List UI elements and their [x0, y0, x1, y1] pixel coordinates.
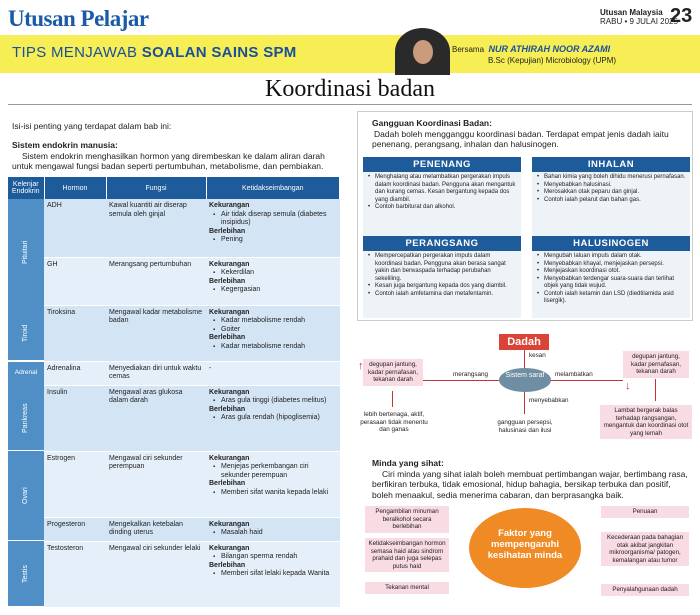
minda-section [372, 458, 690, 500]
berlebihan-label: Berlebihan [209, 277, 246, 285]
list-item: • Menyebabkan halusinasi. [536, 182, 686, 190]
gangguan-text: Dadah boleh mengganggu koordinasi badan. Terdapat empat jenis dadah iaitu penenang, perangsang, inhalan dan halusinogen. [372, 128, 669, 149]
minda-heading: Minda yang sihat: [372, 458, 444, 468]
dadah-diagram [357, 331, 693, 459]
bersama-label: Bersama [452, 45, 485, 54]
kekurangan-label: Kekurangan [209, 388, 250, 396]
factor-box: Penuaan [601, 506, 689, 518]
halusinogen-box [532, 236, 690, 318]
list-item: • Contoh ialah ketamin dan LSD (diedtilamida asid lisergik). [536, 291, 686, 306]
hormon-cell: Estrogen [44, 451, 106, 517]
halusinogen-title: HALUSINOGEN [532, 236, 690, 251]
faktor-center: Faktor yang mempengaruhi kesihatan minda [469, 508, 581, 588]
hormon-cell: ADH [44, 199, 106, 257]
intro-text: Isi-isi penting yang terdapat dalam bab ini: [12, 121, 172, 131]
lebih-item: ▪ Memberi sifat lelaki kepada Wanita [209, 570, 337, 579]
title-divider [8, 104, 692, 105]
kurang-item: ▪ Bilangan sperma rendah [209, 553, 337, 562]
author-name: NUR ATHIRAH NOOR AZAMI [488, 44, 611, 54]
ket-cell [206, 199, 340, 257]
hormon-cell: Testosteron [44, 541, 106, 607]
berlebihan-label: Berlebihan [209, 480, 246, 487]
ket-cell [206, 517, 340, 541]
ket-cell [206, 257, 340, 305]
table-row [8, 305, 340, 361]
lebih-item: ▪ Kegergasian [209, 286, 337, 295]
connector [524, 350, 525, 368]
hormon-cell: Insulin [44, 385, 106, 451]
menyebabkan-label: menyebabkan [529, 397, 569, 404]
group-adrenal: Adrenal [8, 361, 44, 385]
minda-diagram [357, 500, 693, 605]
list-item: • Mempercepatkan pergerakan impuls dalam koordinasi badan. Pengguna akan berasa sangat yakin dan berwaspada terhadap perubahan sekeliling. [367, 253, 517, 283]
list-item: • Contoh ialah pelarut dan bahan gas. [536, 197, 686, 205]
berlebihan-label: Berlebihan [209, 227, 246, 235]
inhalan-body [532, 172, 690, 204]
table-row [8, 517, 340, 541]
page-number: 23 [670, 5, 693, 27]
fungsi-cell: Menyediakan diri untuk waktu cemas [106, 361, 206, 385]
kurang-item: ▪ Aras gula tinggi (diabetes melitus) [209, 397, 337, 406]
perangsang-box [363, 236, 521, 318]
left-top-box: degupan jantung, kadar pernafasan, tekanan darah [363, 359, 423, 386]
factor-box: Pengambilan minuman beralkohol secara berlebihan [365, 506, 449, 533]
author-photo [395, 28, 450, 75]
ket-cell [206, 385, 340, 451]
tips-title [12, 44, 297, 61]
group-tiroid: Tiroid [8, 305, 44, 361]
factor-box: Penyalahgunaan dadah [601, 584, 689, 596]
factor-box: Kecederaan pada bahagian otak akibat jangkitan mikroorganisma/ patogen, kemalangan atau tumor [601, 532, 689, 566]
hormon-cell: Tiroksina [44, 305, 106, 361]
kekurangan-label: Kekurangan [209, 260, 250, 268]
merangsang-label: merangsang [453, 371, 489, 378]
hormon-cell: Progesteron [44, 517, 106, 541]
sistem-text: Sistem endokrin menghasilkan hormon yang dirembeskan ke dalam aliran darah untuk mengawal fungsi badan seperti pertumbuhan, metabolisme, dan pembiakan. [12, 150, 325, 171]
list-item: • Merosakkan otak peparu dan ginjal. [536, 189, 686, 197]
author-byline [452, 44, 616, 66]
inhalan-title: INHALAN [532, 157, 690, 172]
melambatkan-label: melambatkan [555, 371, 593, 378]
ket-cell [206, 451, 340, 517]
author-face [413, 40, 433, 64]
penenang-title: PENENANG [363, 157, 521, 172]
table-row [8, 451, 340, 517]
gangguan-heading: Gangguan Koordinasi Badan: [372, 118, 492, 128]
list-item: • Menghalang atau melambatkan pergerakan impuls dalam koordinasi badan. Pengguna akan mengantuk dan kurang cemas. Kesan bergantung kepada dos yang diambil. [367, 174, 517, 204]
group-pituitari: Pituitari [8, 199, 44, 305]
ket-cell [206, 305, 340, 361]
connector [524, 392, 525, 414]
arrow-up-icon: ↑ [358, 360, 364, 372]
author-qualification: B.Sc (Kepujian) Microbiology (UPM) [488, 56, 617, 65]
minda-text: Ciri minda yang sihat ialah boleh membuat pertimbangan wajar, bertimbang rasa, berfikiran terbuka, tidak emosional, hidup bahagia, bersikap terbuka dan positif, boleh menaakul, sedia menerima cabaran, dan berprasangka baik. [372, 468, 688, 500]
connector [551, 380, 623, 381]
sistem-heading: Sistem endokrin manusia: [12, 140, 118, 150]
list-item: • Bahan kimia yang boleh dihidu menerusi pernafasan. [536, 174, 686, 182]
berlebihan-label: Berlebihan [209, 334, 246, 341]
fungsi-cell: Mengawal ciri sekunder perempuan [106, 451, 206, 517]
lebih-item: ▪ Pening [209, 236, 337, 245]
table-row [8, 199, 340, 257]
kekurangan-label: Kekurangan [209, 454, 250, 462]
connector [655, 379, 656, 401]
fungsi-cell: Merangsang pertumbuhan [106, 257, 206, 305]
perangsang-body [363, 251, 521, 298]
lebih-item: ▪ Aras gula rendah (hipoglisemia) [209, 414, 337, 423]
berlebihan-label: Berlebihan [209, 561, 246, 569]
kurang-item: ▪ Goiter [209, 326, 337, 335]
factor-box: Ketidakseimbangan hormon semasa haid atau sindrom prahaid dan juga selepas putus haid [365, 538, 449, 572]
hormon-cell: Adrenalina [44, 361, 106, 385]
mid-bottom-text: gangguan persepsi, halusinasi dan ilusi [497, 419, 553, 434]
penenang-box [363, 157, 521, 239]
list-item: • Mengubah laluan impuls dalam otak. [536, 253, 686, 261]
kurang-item: ▪ Masalah haid [209, 529, 337, 538]
list-item: • Contoh barbiturat dan alkohol. [367, 204, 517, 212]
right-bottom-box: Lambat bergerak balas terhadap rangsangan, mengantuk dan koordinasi otot yang lemah [600, 405, 692, 439]
kurang-item: ▪ Kekerdilan [209, 269, 337, 278]
list-item: • Menyebabkan terdengar suara-suara dan terlihat objek yang tidak wujud. [536, 276, 686, 291]
col-hormon: Hormon [44, 177, 106, 199]
tips-prefix: TIPS MENJAWAB [12, 44, 138, 61]
list-item: • Menjejaskan koordinasi otot. [536, 268, 686, 276]
fungsi-cell: Mengawal kadar metabolisme badan [106, 305, 206, 361]
col-ketidakseimbangan: Ketidakseimbangan [206, 177, 340, 199]
right-top-box: degupan jantung, kadar pernafasan, tekanan darah [623, 351, 689, 378]
perangsang-title: PERANGSANG [363, 236, 521, 251]
lebih-item: ▪ Memberi sifat wanita kepada lelaki [209, 489, 337, 498]
table-row [8, 385, 340, 451]
col-kelenjar: Kelenjar Endokrin [8, 177, 44, 199]
penenang-body [363, 172, 521, 212]
lebih-item: ▪ Kadar metabolisme rendah [209, 343, 337, 352]
hormon-cell: GH [44, 257, 106, 305]
fungsi-cell: Kawal kuantiti air diserap semula oleh ginjal [106, 199, 206, 257]
group-pankreas: Pankreas [8, 385, 44, 451]
fungsi-cell: Mengawal aras glukosa dalam darah [106, 385, 206, 451]
dadah-node: Dadah [499, 334, 549, 350]
halusinogen-body [532, 251, 690, 306]
ket-cell [206, 541, 340, 607]
factor-box: Tekanan mental [365, 582, 449, 594]
kurang-item: ▪ Menjejas perkembangan ciri sekunder perempuan [209, 463, 337, 480]
list-item: • Contoh ialah amfetamina dan metafentamin. [367, 291, 517, 299]
tips-strong: SOALAN SAINS SPM [141, 44, 297, 61]
table-row [8, 257, 340, 305]
kekurangan-label: Kekurangan [209, 202, 250, 209]
arrow-down-icon: ↓ [625, 380, 631, 392]
kurang-item: ▪ Kadar metabolisme rendah [209, 317, 337, 326]
endocrine-table [8, 177, 340, 608]
berlebihan-label: Berlebihan [209, 405, 246, 413]
fungsi-cell: Mengawal ciri sekunder lelaki [106, 541, 206, 607]
kekurangan-label: Kekurangan [209, 520, 250, 528]
fungsi-cell: Mengekalkan ketebalan dinding uterus [106, 517, 206, 541]
kekurangan-label: Kekurangan [209, 544, 250, 552]
left-bottom-text: lebih bertenaga, aktif, perasaan tidak menentu dan ganas [360, 411, 428, 433]
masthead-logo[interactable]: Utusan Pelajar [8, 6, 149, 31]
group-testis: Testis [8, 541, 44, 607]
kekurangan-label: Kekurangan [209, 308, 250, 316]
inhalan-box [532, 157, 690, 239]
paper-date: RABU • 9 JULAI 2025 [600, 17, 678, 26]
paper-info [600, 8, 678, 26]
sistem-saraf-node: Sistem saraf [499, 368, 551, 392]
gangguan-section [372, 118, 690, 150]
connector [423, 380, 499, 381]
list-item: • Menyebabkan khayal, menjejaskan persepsi. [536, 261, 686, 269]
kurang-item: ▪ Air tidak diserap semula (diabetes insipidus) [209, 211, 337, 228]
table-row [8, 541, 340, 607]
table-header-row [8, 177, 340, 199]
col-fungsi: Fungsi [106, 177, 206, 199]
connector [392, 391, 393, 407]
ket-cell: - [206, 361, 340, 385]
group-ovari: Ovari [8, 451, 44, 541]
list-item: • Kesan juga bergantung kepada dos yang diambil. [367, 283, 517, 291]
table-row [8, 361, 340, 385]
kesan-label: kesan [529, 352, 546, 359]
article-title: Koordinasi badan [265, 76, 435, 102]
sistem-section [12, 140, 342, 172]
paper-name: Utusan Malaysia [600, 8, 663, 17]
